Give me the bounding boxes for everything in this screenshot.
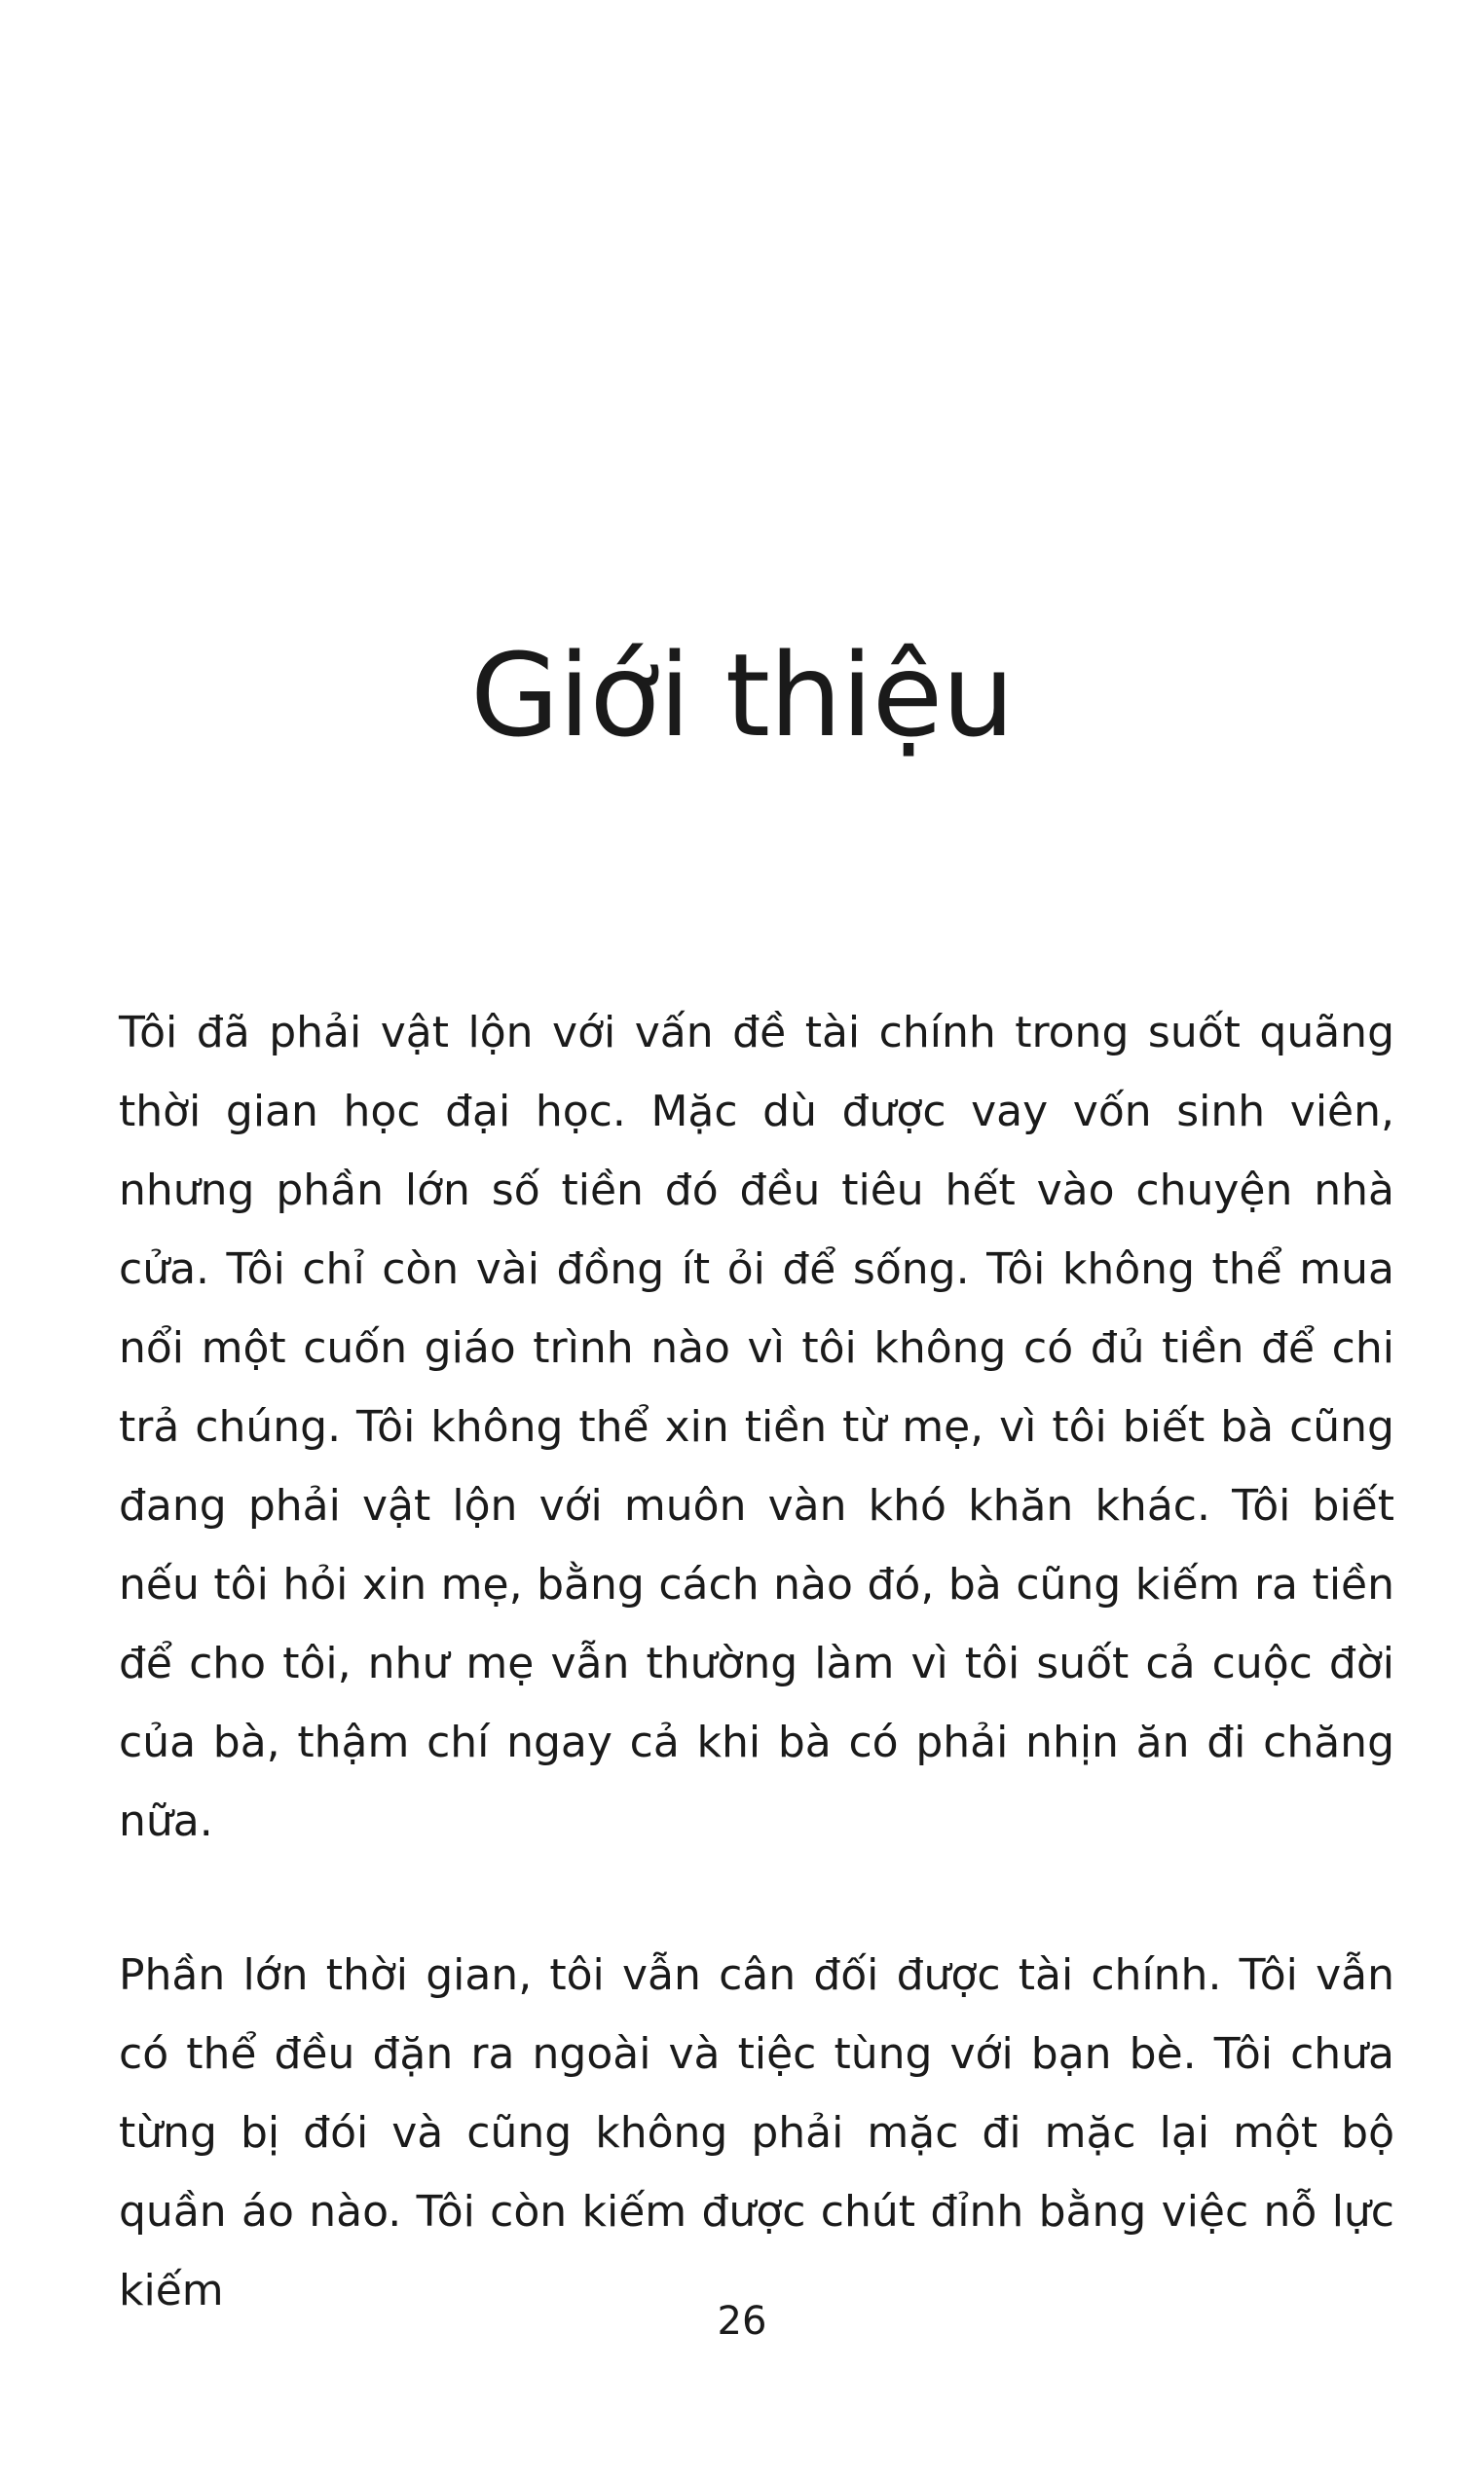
chapter-title: Giới thiệu <box>470 628 1014 762</box>
body-text <box>119 993 1394 2330</box>
paragraph-2: Phần lớn thời gian, tôi vẫn cân đối được tài chính. Tôi vẫn có thể đều đặn ra ngoài và tiệc tùng với bạn bè. Tôi chưa từng bị đói và cũng không phải mặc đi mặc lại một bộ quần áo nào. Tôi còn kiếm được chút đỉnh bằng việc nỗ lực kiếm <box>119 1950 1394 2315</box>
page-number: 26 <box>717 2299 767 2344</box>
paragraph-1: Tôi đã phải vật lộn với vấn đề tài chính trong suốt quãng thời gian học đại học. Mặc dù được vay vốn sinh viên, nhưng phần lớn số tiền đó đều tiêu hết vào chuyện nhà cửa. Tôi chỉ còn vài đồng ít ỏi để sống. Tôi không thể mua nổi một cuốn giáo trình nào vì tôi không có đủ tiền để chi trả chúng. Tôi không thể xin tiền từ mẹ, vì tôi biết bà cũng đang phải vật lộn với muôn vàn khó khăn khác. Tôi biết nếu tôi hỏi xin mẹ, bằng cách nào đó, bà cũng kiếm ra tiền để cho tôi, như mẹ vẫn thường làm vì tôi suốt cả cuộc đời của bà, thậm chí ngay cả khi bà có phải nhịn ăn đi chăng nữa. <box>119 1008 1394 1846</box>
